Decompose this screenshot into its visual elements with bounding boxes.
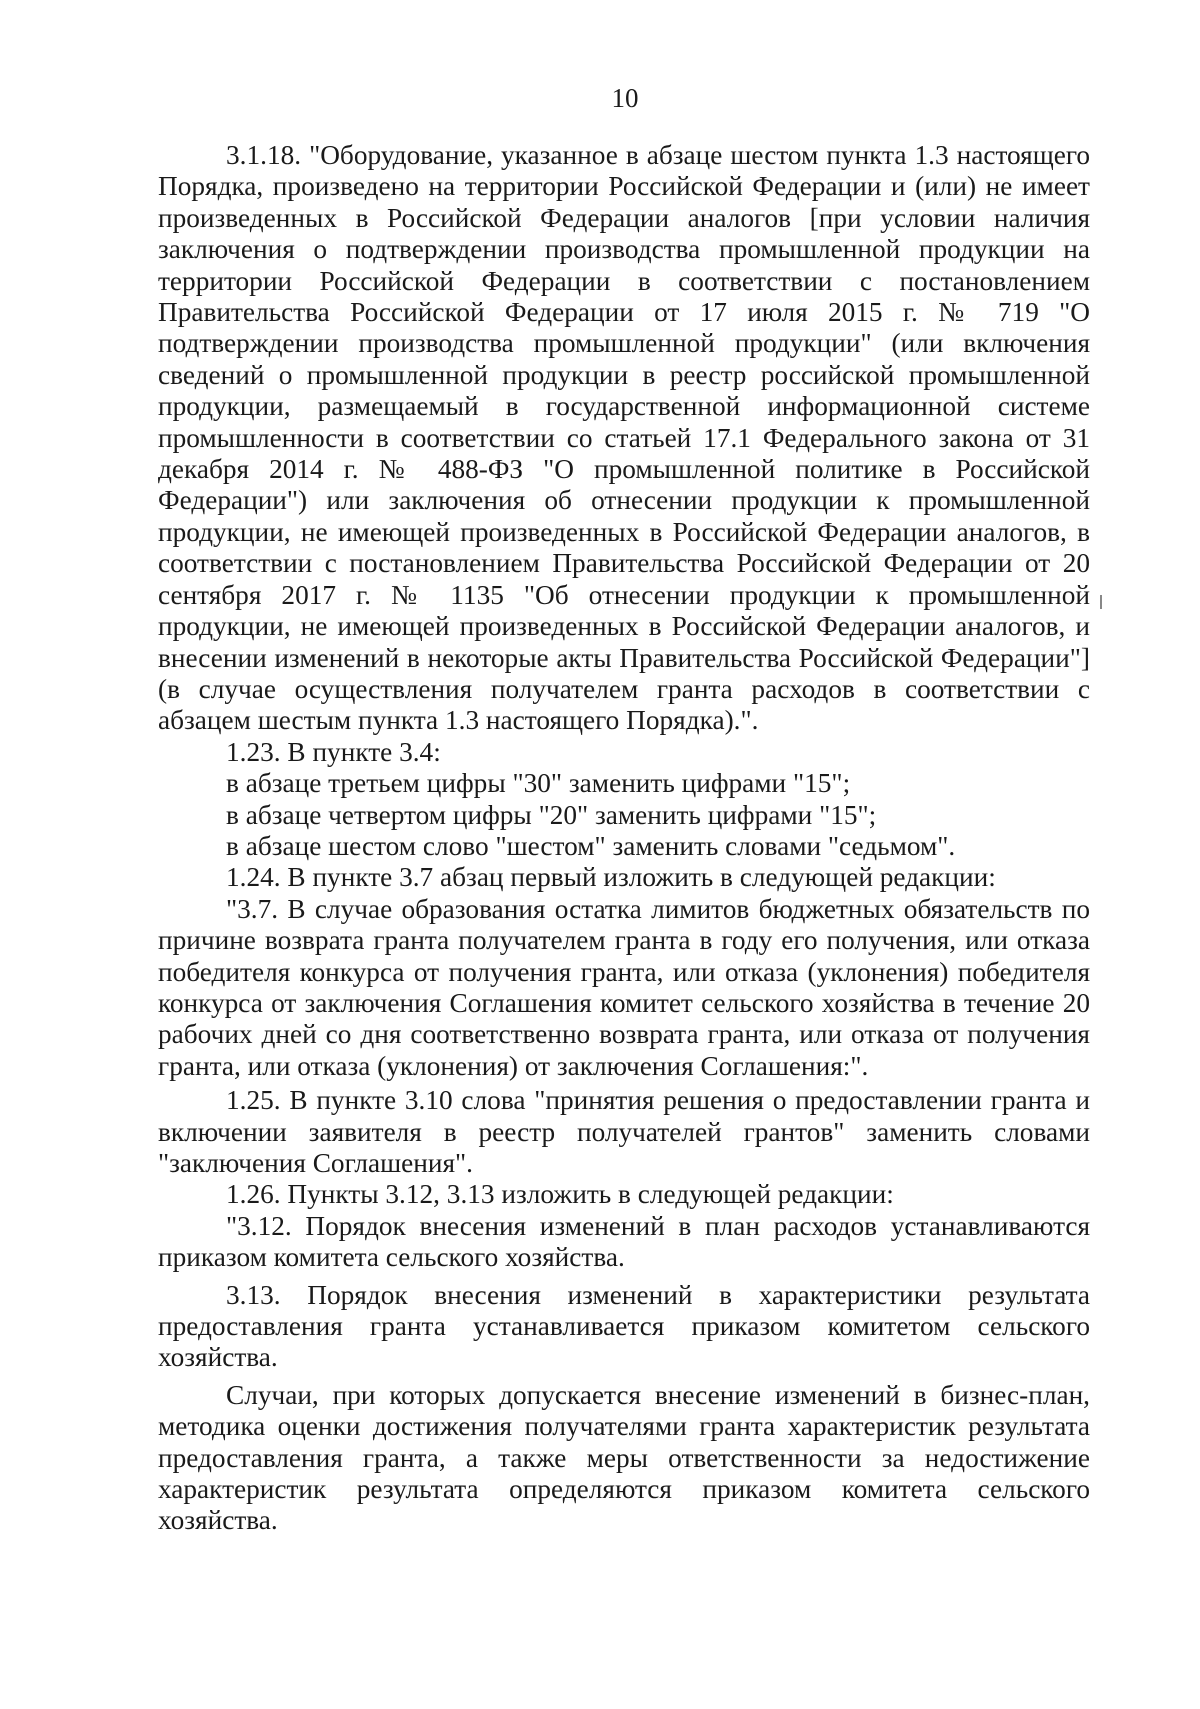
paragraph-1-24: 1.24. В пункте 3.7 абзац первый изложить в следующей редакции: [226,862,996,893]
paragraph-cases: Случаи, при которых допускается внесение изменений в бизнес-план, методика оценки достижения получателями гранта характеристик результата предоставления гранта, а также меры ответственности за недостижение характеристик результата определяются приказом комитета сельского хозяйства. [158,1379,1090,1536]
paragraph-amend-sixth: в абзаце шестом слово "шестом" заменить словами "седьмом". [226,830,956,861]
paragraph-3-13: 3.13. Порядок внесения изменений в характеристики результата предоставления гранта устанавливается приказом комитетом сельского хозяйства. [158,1279,1090,1373]
page-number: 10 [611,83,639,113]
paragraph-1-23: 1.23. В пункте 3.4: [226,736,441,767]
paragraph-3-7: "3.7. В случае образования остатка лимитов бюджетных обязательств по причине возврата гранта получателем гранта в году его получения, или отказа победителя конкурса от получения гранта, или отказа (уклонения) победителя конкурса от заключения Соглашения комитет сельского хозяйства в течение 20 рабочих дней со дня соответственно возврата гранта, или отказа от получения гранта, или отказа (уклонения) от заключения Соглашения:". [158,893,1090,1081]
paragraph-3-12: "3.12. Порядок внесения изменений в план расходов устанавливаются приказом комитета сельского хозяйства. [158,1210,1090,1273]
paragraph-amend-fourth: в абзаце четвертом цифры "20" заменить цифрами "15"; [226,799,877,830]
scan-edge-mark [1100,595,1102,609]
paragraph-amend-third: в абзаце третьем цифры "30" заменить цифрами "15"; [226,768,851,799]
paragraph-1-26: 1.26. Пункты 3.12, 3.13 изложить в следующей редакции: [226,1179,894,1210]
paragraph-3-1-18: 3.1.18. "Оборудование, указанное в абзаце шестом пункта 1.3 настоящего Порядка, произведено на территории Российской Федерации и (или) не имеет произведенных в Российской Федерации аналогов [при условии наличия заключения о подтверждении производства промышленной продукции на территории Российской Федерации в соответствии с постановлением Правительства Российской Федерации от 17 июля 2015 г. № 719 "О подтверждении производства промышленной продукции" (или включения сведений о промышленной продукции в реестр российской промышленной продукции, размещаемый в государственной информационной системе промышленности в соответствии со статьей 17.1 Федерального закона от 31 декабря 2014 г. № 488-ФЗ "О промышленной политике в Российской Федерации") или заключения об отнесении продукции к промышленной продукции, не имеющей произведенных в Российской Федерации аналогов, в соответствии с постановлением Правительства Российской Федерации от 20 сентября 2017 г. № 1135 "Об отнесении продукции к промышленной продукции, не имеющей произведенных в Российской Федерации аналогов, и внесении изменений в некоторые акты Правительства Российской Федерации"] (в случае осуществления получателем гранта расходов в соответствии с абзацем шестым пункта 1.3 настоящего Порядка).". [158,140,1090,736]
document-body [158,140,1090,1537]
paragraph-1-25: 1.25. В пункте 3.10 слова "принятия решения о предоставлении гранта и включении заявителя в реестр получателей грантов" заменить словами "заключения Соглашения". [158,1085,1090,1178]
